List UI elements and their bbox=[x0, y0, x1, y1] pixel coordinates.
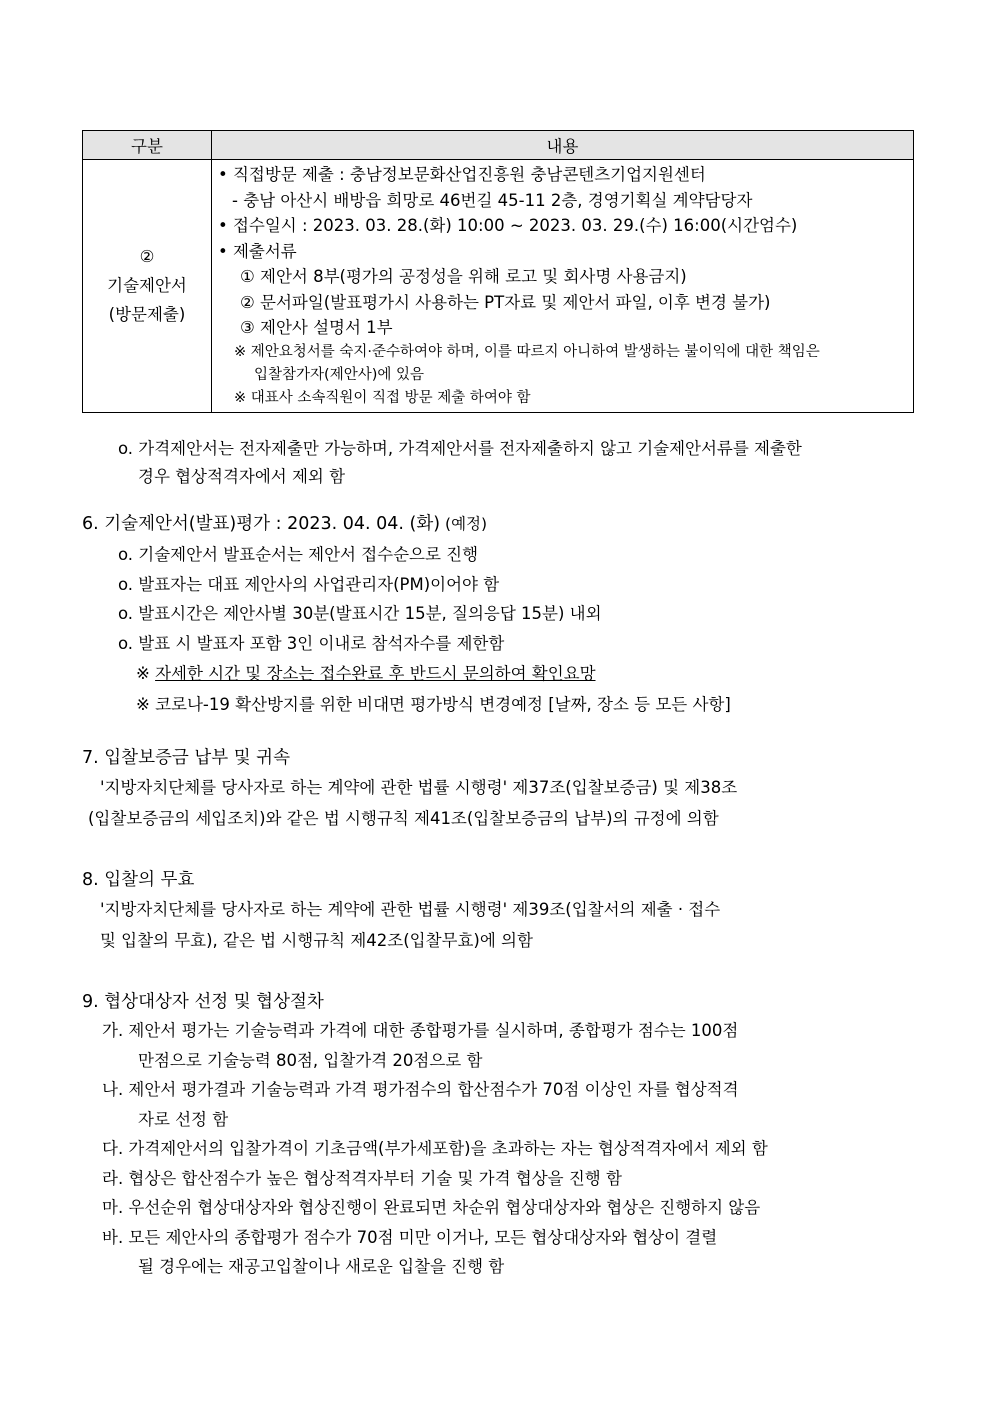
list-item: o. 기술제안서 발표순서는 제안서 접수순으로 진행 bbox=[118, 545, 479, 564]
table-row bbox=[83, 160, 914, 413]
section-7 bbox=[82, 744, 914, 834]
category-label: 기술제안서 bbox=[107, 276, 187, 296]
price-note bbox=[82, 434, 914, 490]
section-6 bbox=[82, 510, 914, 720]
list-item: 자로 선정 함 bbox=[138, 1109, 229, 1129]
section-9-title: 9. 협상대상자 선정 및 협상절차 bbox=[82, 992, 324, 1012]
section-6-note bbox=[82, 658, 914, 689]
content-line: ② 문서파일(발표평가시 사용하는 PT자료 및 제안서 파일, 이후 변경 불가) bbox=[240, 292, 771, 312]
section-7-title: 7. 입찰보증금 납부 및 귀속 bbox=[82, 748, 290, 768]
list-item: 다. 가격제안서의 입찰가격이 기초금액(부가세포함)을 초과하는 자는 협상적격자에서 제외 함 bbox=[102, 1139, 768, 1158]
section-8-body: '지방자치단체를 당사자로 하는 계약에 관한 법률 시행령' 제39조(입찰서의 제출 · 접수 bbox=[100, 900, 721, 919]
list-item: 라. 협상은 합산점수가 높은 협상적격자부터 기술 및 가격 협상을 진행 함 bbox=[102, 1168, 622, 1188]
section-8-body: 및 입찰의 무효), 같은 법 시행규칙 제42조(입찰무효)에 의함 bbox=[100, 931, 533, 950]
price-note-line: o. 가격제안서는 전자제출만 가능하며, 가격제안서를 전자제출하지 않고 기술제안서류를 제출한 bbox=[118, 439, 802, 458]
list-item: 만점으로 기술능력 80점, 입찰가격 20점으로 함 bbox=[138, 1050, 483, 1070]
content-line: ③ 제안사 설명서 1부 bbox=[240, 318, 393, 337]
table-header-row bbox=[83, 131, 914, 160]
content-note: ※ 대표사 소속직원이 직접 방문 제출 하여야 함 bbox=[234, 389, 531, 406]
section-6-note: ※ 코로나-19 확산방지를 위한 비대면 평가방식 변경예정 [날짜, 장소 등 모든 사항] bbox=[136, 695, 731, 714]
list-item: 될 경우에는 재공고입찰이나 새로운 입찰을 진행 함 bbox=[138, 1257, 505, 1276]
note-mark: ※ bbox=[136, 664, 156, 683]
list-item: 마. 우선순위 협상대상자와 협상진행이 완료되면 차순위 협상대상자와 협상은 진행하지 않음 bbox=[102, 1198, 761, 1217]
header-category: 구분 bbox=[83, 131, 212, 160]
content-note: 입찰참가자(제안사)에 있음 bbox=[254, 366, 424, 383]
section-8-title: 8. 입찰의 무효 bbox=[82, 870, 195, 890]
content-line: - 충남 아산시 배방읍 희망로 46번길 45-11 2층, 경영기획실 계약담당자 bbox=[232, 190, 753, 210]
content-line: • 접수일시 : 2023. 03. 28.(화) 10:00 ~ 2023. 03. 29.(수) 16:00(시간엄수) bbox=[218, 216, 798, 235]
section-6-title bbox=[82, 510, 914, 538]
content-note: ※ 제안요청서를 숙지·준수하여야 하며, 이를 따르지 아니하여 발생하는 불이익에 대한 책임은 bbox=[234, 343, 820, 360]
content-line: • 제출서류 bbox=[218, 241, 297, 261]
price-note-line: 경우 협상적격자에서 제외 함 bbox=[138, 466, 346, 486]
list-item: o. 발표 시 발표자 포함 3인 이내로 참석자수를 제한함 bbox=[118, 633, 505, 653]
section-6-title-text: 6. 기술제안서(발표)평가 : 2023. 04. 04. (화) bbox=[82, 514, 441, 534]
category-cell bbox=[83, 160, 212, 413]
section-8 bbox=[82, 866, 914, 956]
submission-table bbox=[82, 130, 914, 413]
list-item: 바. 모든 제안사의 종합평가 점수가 70점 미만 이거나, 모든 협상대상자와 협상이 결렬 bbox=[102, 1227, 718, 1247]
list-item: o. 발표자는 대표 제안사의 사업관리자(PM)이어야 함 bbox=[118, 574, 500, 594]
list-item: 가. 제안서 평가는 기술능력과 가격에 대한 종합평가를 실시하며, 종합평가 점수는 100점 bbox=[102, 1021, 739, 1040]
header-content: 내용 bbox=[212, 131, 914, 160]
note-text-underlined: 자세한 시간 및 장소는 접수완료 후 반드시 문의하여 확인요망 bbox=[155, 664, 596, 683]
content-line: ① 제안서 8부(평가의 공정성을 위해 로고 및 회사명 사용금지) bbox=[240, 267, 687, 286]
list-item: 나. 제안서 평가결과 기술능력과 가격 평가점수의 합산점수가 70점 이상인 자를 협상적격 bbox=[102, 1080, 739, 1099]
content-line: • 직접방문 제출 : 충남정보문화산업진흥원 충남콘텐츠기업지원센터 bbox=[218, 165, 706, 184]
content-cell bbox=[212, 160, 914, 413]
category-sublabel: (방문제출) bbox=[108, 305, 186, 325]
section-7-body: '지방자치단체를 당사자로 하는 계약에 관한 법률 시행령' 제37조(입찰보증금) 및 제38조 bbox=[100, 778, 738, 797]
list-item: o. 발표시간은 제안사별 30분(발표시간 15분, 질의응답 15분) 내외 bbox=[118, 604, 602, 623]
section-9 bbox=[82, 988, 914, 1282]
section-7-body: (입찰보증금의 세입조치)와 같은 법 시행규칙 제41조(입찰보증금의 납부)의 규정에 의함 bbox=[88, 809, 719, 828]
section-6-title-sub: (예정) bbox=[440, 515, 488, 533]
category-number: ② bbox=[139, 247, 155, 267]
